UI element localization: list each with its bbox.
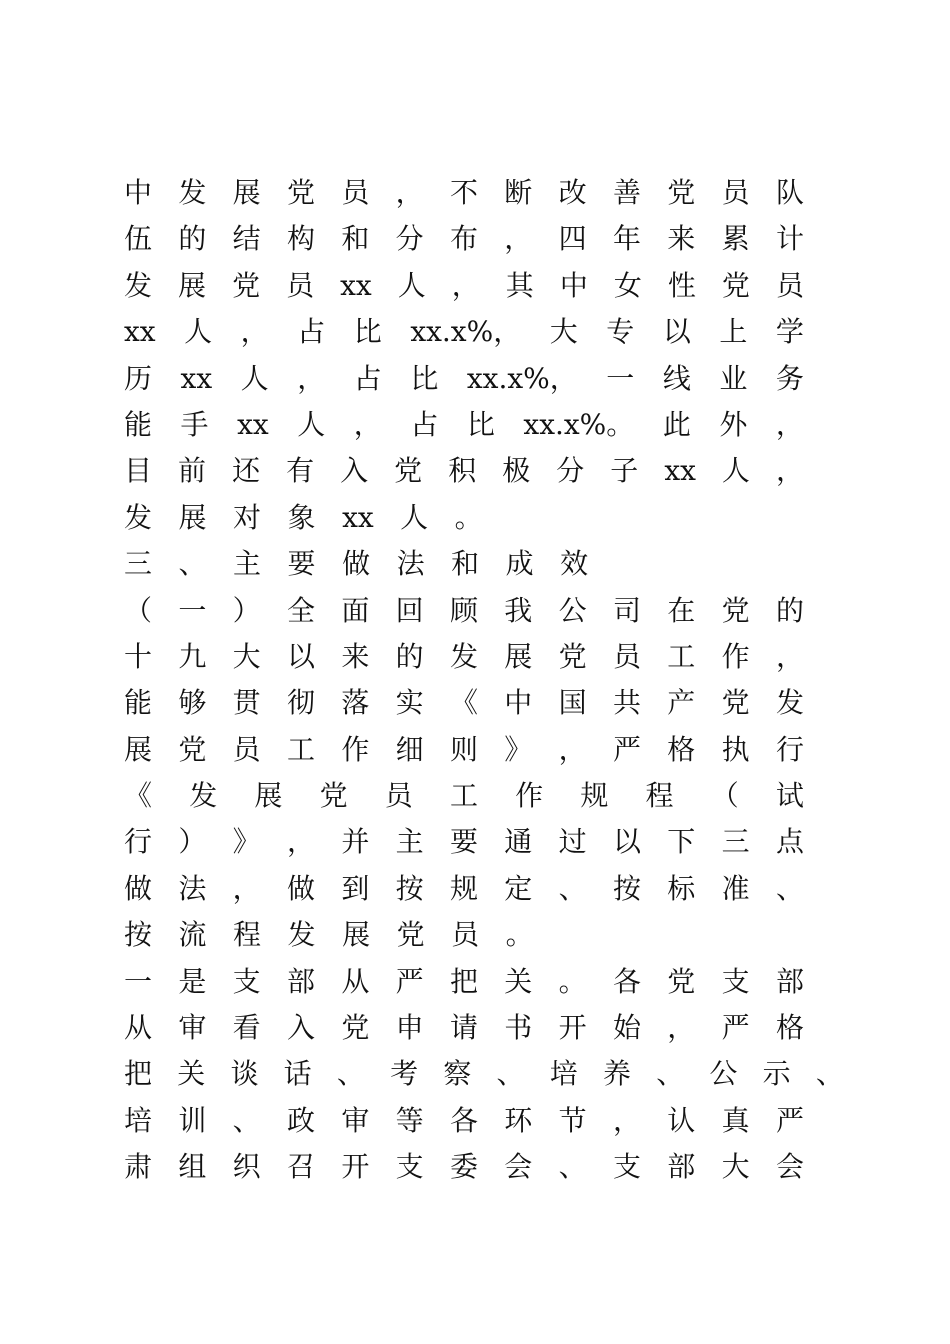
text-token: 从 — [341, 964, 370, 998]
text-token: xx — [664, 454, 696, 488]
text-token: 做 — [286, 871, 315, 905]
text-token: 历 — [124, 361, 153, 395]
text-token: 伍 — [124, 222, 153, 256]
text-token: ， — [775, 407, 804, 441]
text-token: 布 — [449, 222, 478, 256]
text-token: 一 — [178, 593, 207, 627]
text-token: 、 — [336, 1057, 365, 1091]
text-line — [124, 588, 804, 634]
text-token: 把 — [124, 1057, 153, 1091]
text-token: 培 — [549, 1057, 578, 1091]
text-token: 党 — [721, 686, 750, 720]
text-token: 各 — [612, 964, 641, 998]
text-token: 主 — [395, 825, 424, 859]
text-token: 节 — [558, 1103, 587, 1137]
text-token: 四 — [558, 222, 587, 256]
text-token: 定 — [504, 871, 533, 905]
text-token: （ — [124, 593, 153, 627]
text-token: 中 — [124, 176, 153, 209]
text-token: 工 — [667, 639, 696, 673]
text-token: 目 — [124, 454, 153, 488]
text-token: 。 — [454, 500, 483, 534]
text-token: 女 — [613, 268, 642, 302]
text-token: 、 — [815, 1057, 844, 1091]
text-token: 训 — [178, 1103, 207, 1137]
text-token: 人 — [184, 315, 213, 349]
text-token: 的 — [775, 593, 804, 627]
text-token: 发 — [287, 918, 316, 952]
text-token: ， — [240, 315, 269, 349]
text-token: 还 — [232, 454, 261, 488]
text-token: 执 — [721, 732, 750, 766]
text-token: ， — [353, 407, 382, 441]
text-line — [124, 402, 804, 448]
text-token: 在 — [667, 593, 696, 627]
text-token: 人 — [240, 361, 269, 395]
text-token: 严 — [775, 1103, 804, 1137]
text-token: ， — [286, 825, 315, 859]
text-token: 司 — [612, 593, 641, 627]
text-token: 支 — [232, 964, 261, 998]
text-token: 上 — [719, 315, 748, 349]
text-token: 占 — [297, 315, 326, 349]
text-token: ） — [178, 825, 207, 859]
text-token: 不 — [449, 176, 478, 209]
text-token: 构 — [286, 222, 315, 256]
text-token: 贯 — [232, 686, 261, 720]
text-token: 三 — [721, 825, 750, 859]
text-token: （ — [710, 779, 739, 813]
text-token: 专 — [606, 315, 635, 349]
text-token: ， — [504, 222, 533, 256]
text-token: 展 — [232, 176, 261, 209]
text-token: 员 — [451, 918, 480, 952]
text-token: 支 — [721, 964, 750, 998]
text-token: 始 — [612, 1011, 641, 1045]
text-token: 前 — [178, 454, 207, 488]
text-token: 彻 — [286, 686, 315, 720]
text-token: 各 — [449, 1103, 478, 1137]
text-token: 比 — [466, 407, 495, 441]
text-token: xx — [237, 407, 269, 441]
text-token: ， — [612, 1103, 641, 1137]
text-token: 工 — [286, 732, 315, 766]
text-token: 中 — [559, 268, 588, 302]
text-token: 察 — [443, 1057, 472, 1091]
text-token: 展 — [178, 500, 207, 534]
text-token: 作 — [515, 779, 544, 813]
text-token: 展 — [178, 268, 207, 302]
text-token: 工 — [449, 779, 478, 813]
text-token: 员 — [384, 779, 413, 813]
text-token: 员 — [612, 639, 641, 673]
text-token: 入 — [286, 1011, 315, 1045]
text-token: 比 — [353, 315, 382, 349]
text-line — [124, 541, 804, 587]
text-token: 试 — [775, 779, 804, 813]
text-token: 员 — [775, 268, 804, 302]
text-token: 通 — [504, 825, 533, 859]
text-line — [124, 866, 804, 912]
text-token: 比 — [410, 361, 439, 395]
text-token: 谈 — [230, 1057, 259, 1091]
text-line — [124, 495, 804, 541]
text-token: 会 — [775, 1150, 804, 1184]
text-token: 党 — [667, 176, 696, 209]
text-token: 按 — [395, 871, 424, 905]
text-token: 以 — [612, 825, 641, 859]
text-token: 年 — [612, 222, 641, 256]
text-token: 政 — [286, 1103, 315, 1137]
text-token: 占 — [410, 407, 439, 441]
text-token: 要 — [287, 547, 316, 581]
text-token: ， — [232, 871, 261, 905]
text-token: 话 — [283, 1057, 312, 1091]
text-token: 对 — [233, 500, 262, 534]
text-token: 到 — [341, 871, 370, 905]
text-token: 党 — [232, 268, 261, 302]
text-token: 极 — [502, 454, 531, 488]
text-token: 环 — [504, 1103, 533, 1137]
text-token: 做 — [124, 871, 153, 905]
text-token: 培 — [124, 1103, 153, 1137]
text-token: 队 — [775, 176, 804, 209]
text-token: 学 — [775, 315, 804, 349]
text-token: 召 — [286, 1150, 315, 1184]
text-token: 入 — [340, 454, 369, 488]
text-token: 织 — [232, 1150, 261, 1184]
text-token: 十 — [124, 639, 153, 673]
text-token: 面 — [341, 593, 370, 627]
text-token: 改 — [558, 176, 587, 209]
text-token: 把 — [449, 964, 478, 998]
text-token: 《 — [449, 686, 478, 720]
text-token: 。 — [558, 964, 587, 998]
text-token: 顾 — [449, 593, 478, 627]
text-line — [124, 773, 804, 819]
text-token: xx.x%， — [466, 361, 578, 395]
text-token: 三 — [124, 547, 153, 581]
text-token: 严 — [612, 732, 641, 766]
text-token: 委 — [449, 1150, 478, 1184]
text-token: 开 — [558, 1011, 587, 1045]
text-token: 能 — [124, 686, 153, 720]
text-token: 计 — [775, 222, 804, 256]
text-token: 发 — [124, 500, 153, 534]
text-token: ， — [775, 454, 804, 488]
text-token: 落 — [341, 686, 370, 720]
text-line — [124, 1098, 804, 1144]
text-token: 一 — [124, 964, 153, 998]
text-token: 象 — [287, 500, 316, 534]
text-token: 、 — [558, 871, 587, 905]
text-token: 格 — [667, 732, 696, 766]
text-token: 分 — [395, 222, 424, 256]
text-token: 展 — [504, 639, 533, 673]
text-token: 大 — [232, 639, 261, 673]
text-token: 主 — [233, 547, 262, 581]
text-token: 的 — [178, 222, 207, 256]
text-token: 展 — [124, 732, 153, 766]
text-token: 中 — [504, 686, 533, 720]
text-token: 公 — [709, 1057, 738, 1091]
text-token: 展 — [342, 918, 371, 952]
text-line — [124, 1144, 804, 1190]
text-token: 申 — [395, 1011, 424, 1045]
text-token: 和 — [451, 547, 480, 581]
text-token: 此 — [662, 407, 691, 441]
text-token: 、 — [496, 1057, 525, 1091]
text-token: 程 — [645, 779, 674, 813]
text-line — [124, 819, 804, 865]
text-token: 关 — [504, 964, 533, 998]
text-token: xx.x%。 — [523, 407, 635, 441]
text-token: 法 — [396, 547, 425, 581]
text-token: 审 — [341, 1103, 370, 1137]
text-token: 发 — [775, 686, 804, 720]
text-token: ） — [232, 593, 261, 627]
text-token: 效 — [560, 547, 589, 581]
text-token: 等 — [395, 1103, 424, 1137]
text-token: 务 — [775, 361, 804, 395]
text-token: 流 — [178, 918, 207, 952]
text-token: 分 — [556, 454, 585, 488]
text-token: 并 — [341, 825, 370, 859]
text-token: 行 — [124, 825, 153, 859]
text-line — [124, 912, 804, 958]
text-line — [124, 170, 804, 216]
text-token: 点 — [775, 825, 804, 859]
text-token: 标 — [667, 871, 696, 905]
text-line — [124, 356, 804, 402]
text-token: 大 — [721, 1150, 750, 1184]
text-token: 占 — [353, 361, 382, 395]
text-token: 书 — [504, 1011, 533, 1045]
text-token: 部 — [775, 964, 804, 998]
text-token: 格 — [775, 1011, 804, 1045]
text-token: 、 — [178, 547, 207, 581]
text-token: 员 — [286, 268, 315, 302]
text-token: 、 — [775, 871, 804, 905]
text-token: 实 — [395, 686, 424, 720]
text-token: 部 — [667, 1150, 696, 1184]
text-token: 是 — [178, 964, 207, 998]
text-token: 党 — [319, 779, 348, 813]
document-body — [124, 170, 844, 1191]
text-token: 准 — [721, 871, 750, 905]
text-line — [124, 959, 804, 1005]
text-token: 业 — [719, 361, 748, 395]
text-token: xx — [342, 500, 374, 534]
text-token: 全 — [286, 593, 315, 627]
text-token: 和 — [341, 222, 370, 256]
text-token: 员 — [232, 732, 261, 766]
text-token: ， — [558, 732, 587, 766]
text-token: 作 — [341, 732, 370, 766]
text-token: 真 — [721, 1103, 750, 1137]
text-token: 党 — [178, 732, 207, 766]
text-token: 支 — [612, 1150, 641, 1184]
text-token: 以 — [662, 315, 691, 349]
text-token: 来 — [341, 639, 370, 673]
text-token: 。 — [505, 918, 534, 952]
text-line — [124, 448, 804, 494]
text-token: 手 — [180, 407, 209, 441]
text-token: 外 — [719, 407, 748, 441]
text-token: 公 — [558, 593, 587, 627]
text-token: 累 — [721, 222, 750, 256]
text-token: ， — [667, 1011, 696, 1045]
text-token: 则 — [449, 732, 478, 766]
text-token: 展 — [254, 779, 283, 813]
text-token: 部 — [286, 964, 315, 998]
text-token: 从 — [124, 1011, 153, 1045]
text-token: 严 — [721, 1011, 750, 1045]
text-token: 作 — [721, 639, 750, 673]
text-token: 考 — [390, 1057, 419, 1091]
text-token: 严 — [395, 964, 424, 998]
text-token: 子 — [610, 454, 639, 488]
text-token: 按 — [612, 871, 641, 905]
text-token: 产 — [667, 686, 696, 720]
text-token: 下 — [667, 825, 696, 859]
text-token: 规 — [580, 779, 609, 813]
text-token: xx — [180, 361, 213, 395]
text-token: 请 — [449, 1011, 478, 1045]
text-token: 人 — [397, 268, 426, 302]
text-token: 发 — [124, 268, 153, 302]
text-token: 程 — [233, 918, 262, 952]
text-token: 、 — [656, 1057, 685, 1091]
text-token: 发 — [189, 779, 218, 813]
text-token: 员 — [341, 176, 370, 209]
text-token: 有 — [286, 454, 315, 488]
text-line — [124, 727, 804, 773]
text-token: 党 — [396, 918, 425, 952]
text-token: ， — [451, 268, 480, 302]
text-token: 九 — [178, 639, 207, 673]
text-token: 支 — [395, 1150, 424, 1184]
text-token: 的 — [395, 639, 424, 673]
text-line — [124, 216, 804, 262]
text-token: 发 — [178, 176, 207, 209]
text-token: 我 — [504, 593, 533, 627]
text-token: 审 — [178, 1011, 207, 1045]
text-token: 要 — [449, 825, 478, 859]
text-token: 党 — [286, 176, 315, 209]
text-line — [124, 1005, 804, 1051]
text-token: 行 — [775, 732, 804, 766]
text-token: 规 — [449, 871, 478, 905]
text-line — [124, 309, 804, 355]
text-token: 党 — [721, 268, 750, 302]
text-token: 国 — [558, 686, 587, 720]
text-token: 能 — [124, 407, 153, 441]
text-token: xx.x%， — [410, 315, 522, 349]
text-token: 其 — [505, 268, 534, 302]
text-token: 法 — [178, 871, 207, 905]
text-token: 会 — [504, 1150, 533, 1184]
text-token: 成 — [505, 547, 534, 581]
text-token: 细 — [395, 732, 424, 766]
text-token: 结 — [232, 222, 261, 256]
text-token: 人 — [400, 500, 429, 534]
text-token: 人 — [721, 454, 750, 488]
text-token: 共 — [612, 686, 641, 720]
text-token: ， — [297, 361, 326, 395]
text-token: 断 — [504, 176, 533, 209]
text-token: 发 — [449, 639, 478, 673]
text-token: 员 — [721, 176, 750, 209]
text-line — [124, 680, 804, 726]
text-token: xx — [340, 268, 372, 302]
text-token: 回 — [395, 593, 424, 627]
text-line — [124, 634, 804, 680]
text-token: 做 — [342, 547, 371, 581]
text-token: 示 — [762, 1057, 791, 1091]
text-token: 关 — [177, 1057, 206, 1091]
text-token: 按 — [124, 918, 153, 952]
text-token: 够 — [178, 686, 207, 720]
text-token: 认 — [667, 1103, 696, 1137]
text-token: 以 — [286, 639, 315, 673]
text-token: 》 — [232, 825, 261, 859]
text-token: 一 — [606, 361, 635, 395]
text-token: 、 — [558, 1150, 587, 1184]
text-token: 组 — [178, 1150, 207, 1184]
text-line — [124, 263, 804, 309]
text-token: 党 — [558, 639, 587, 673]
text-token: 党 — [721, 593, 750, 627]
text-token: ， — [775, 639, 804, 673]
text-token: 善 — [612, 176, 641, 209]
text-token: 来 — [667, 222, 696, 256]
text-token: 积 — [448, 454, 477, 488]
text-token: 大 — [549, 315, 578, 349]
text-token: ， — [395, 176, 424, 209]
text-token: 人 — [297, 407, 326, 441]
text-token: 党 — [341, 1011, 370, 1045]
text-token: 、 — [232, 1103, 261, 1137]
text-token: 线 — [662, 361, 691, 395]
text-token: 过 — [558, 825, 587, 859]
text-line — [124, 1051, 844, 1097]
text-token: xx — [124, 315, 156, 349]
text-token: 《 — [124, 779, 153, 813]
text-token: 养 — [602, 1057, 631, 1091]
text-token: 党 — [667, 964, 696, 998]
text-token: 》 — [504, 732, 533, 766]
text-token: 开 — [341, 1150, 370, 1184]
text-token: 肃 — [124, 1150, 153, 1184]
text-token: 看 — [232, 1011, 261, 1045]
text-token: 党 — [394, 454, 423, 488]
text-token: 性 — [667, 268, 696, 302]
